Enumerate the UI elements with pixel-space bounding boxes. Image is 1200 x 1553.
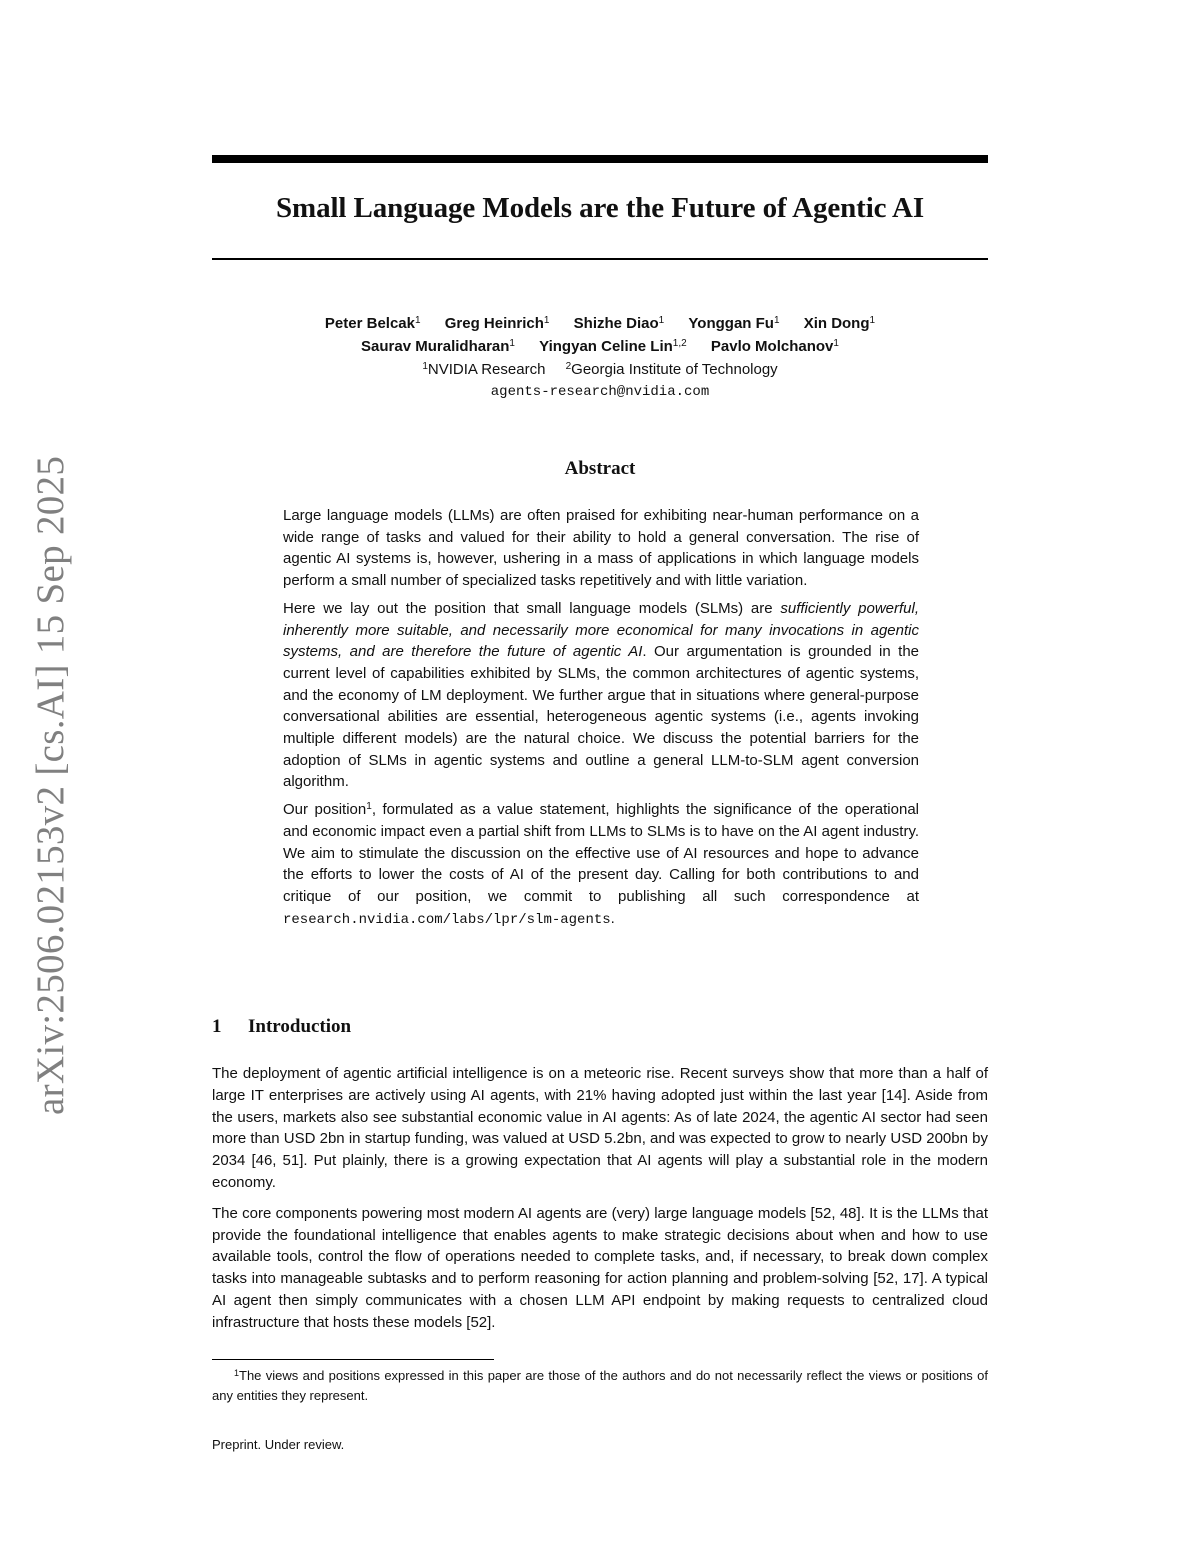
author: Greg Heinrich$^1$ [444,315,550,332]
author: Pavlo Molchanov$^1$ [710,338,839,355]
position-statement: sufficiently powerful, inherently more suitable, and necessarily more economical for many invocations in agentic systems, and are therefore the future of agentic AI [283,599,919,661]
affiliation: $^1$NVIDIA Research [422,361,546,378]
author-row-1 [212,312,988,335]
title-bottom-rule [212,258,988,260]
author: Yonggan Fu$^1$ [688,315,780,332]
abstract-body [283,505,919,937]
introduction-paragraph-2: The core components powering most modern AI agents are (very) large language models [52, 48]. It is the LLMs that provide the foundational intelligence that enables agents to make strategic decisions about when and how to use available tools, control the flow of operations needed to complete tasks, and, if necessary, to break down complex tasks into manageable subtasks and to perform reasoning for action planning and problem-solving [52, 17]. A typical AI agent then simply communicates with a chosen LLM API endpoint by making requests to centralized cloud infrastructure that hosts these models [52]. [212,1204,988,1331]
project-url-link[interactable]: research.nvidia.com/labs/lpr/slm-agents [283,911,611,928]
affiliation: $^2$Georgia Institute of Technology [565,361,778,378]
abstract-heading: Abstract [564,458,636,479]
author: Yingyan Celine Lin$^{1,2}$ [539,338,687,355]
footnote: $^1$The views and positions expressed in this paper are those of the authors and do not necessarily reflect the views or positions of any entities they represent. [212,1368,988,1403]
contact-email: agents-research@nvidia.com [490,384,710,400]
author: Peter Belcak$^1$ [324,315,421,332]
abstract-paragraph-3: Our position$^1$, formulated as a value statement, highlights the significance of the operational and economic impact even a partial shift from LLMs to SLMs is to have on the AI agent industry. We aim to stimulate the discussion on the effective use of AI resources and hope to advance the efforts to lower the costs of AI of the present day. Calling for both contributions to and critique of our position, we commit to publishing all such correspondence at research.nvidia.com/labs/lpr/slm-agents. [283,801,919,928]
author-row-2 [212,335,988,358]
introduction-paragraph-1: The deployment of agentic artificial intelligence is on a meteoric rise. Recent surveys show that more than a half of large IT enterprises are actively using AI agents, with 21% having adopted just within the last year [14]. Aside from the users, markets also see substantial economic value in AI agents: As of late 2024, the agentic AI sector had seen more than USD 2bn in startup funding, was valued at USD 5.2bn, and was expected to grow to nearly USD 200bn by 2034 [46, 51]. Put plainly, there is a growing expectation that AI agents will play a substantial role in the modern economy. [212,1065,988,1191]
affiliations [212,358,988,381]
section-heading-introduction [212,1016,351,1038]
author-block [212,312,988,404]
author: Xin Dong$^1$ [803,315,876,332]
title-top-rule [212,155,988,163]
abstract-paragraph-1: Large language models (LLMs) are often praised for exhibiting near-human performance on a wide range of tasks and valued for their ability to hold a general conversation. The rise of agentic AI systems is, however, ushering in a mass of applications in which language models perform a small number of specialized tasks repetitively and with little variation. [283,507,919,590]
section-number: 1 [212,1016,222,1037]
author: Saurav Muralidharan$^1$ [361,338,515,355]
abstract-paragraph-2: Here we lay out the position that small language models (SLMs) are sufficiently powerful, inherently more suitable, and necessarily more economical for many invocations in agentic systems, and are therefore the future of agentic AI. Our argumentation is grounded in the current level of capabilities exhibited by SLMs, the common architectures of agentic systems, and the economy of LM deployment. We further argue that in situations where general-purpose conversational abilities are essential, heterogeneous agentic systems (i.e., agents invoking multiple different models) are the natural choice. We discuss the potential barriers for the adoption of SLMs in agentic systems and outline a general LLM-to-SLM agent conversion algorithm. [283,599,920,791]
author: Shizhe Diao$^1$ [573,315,665,332]
paper-title: Small Language Models are the Future of Agentic AI [275,192,925,224]
section-title: Introduction [248,1016,352,1037]
preprint-note: Preprint. Under review. [212,1437,345,1452]
footnote-rule [212,1359,494,1360]
arxiv-identifier-stamp: arXiv:2506.02153v2 [cs.AI] 15 Sep 2025 [29,455,72,1115]
introduction-body [212,1063,988,1343]
footnote-marker[interactable]: 1 [366,801,372,813]
